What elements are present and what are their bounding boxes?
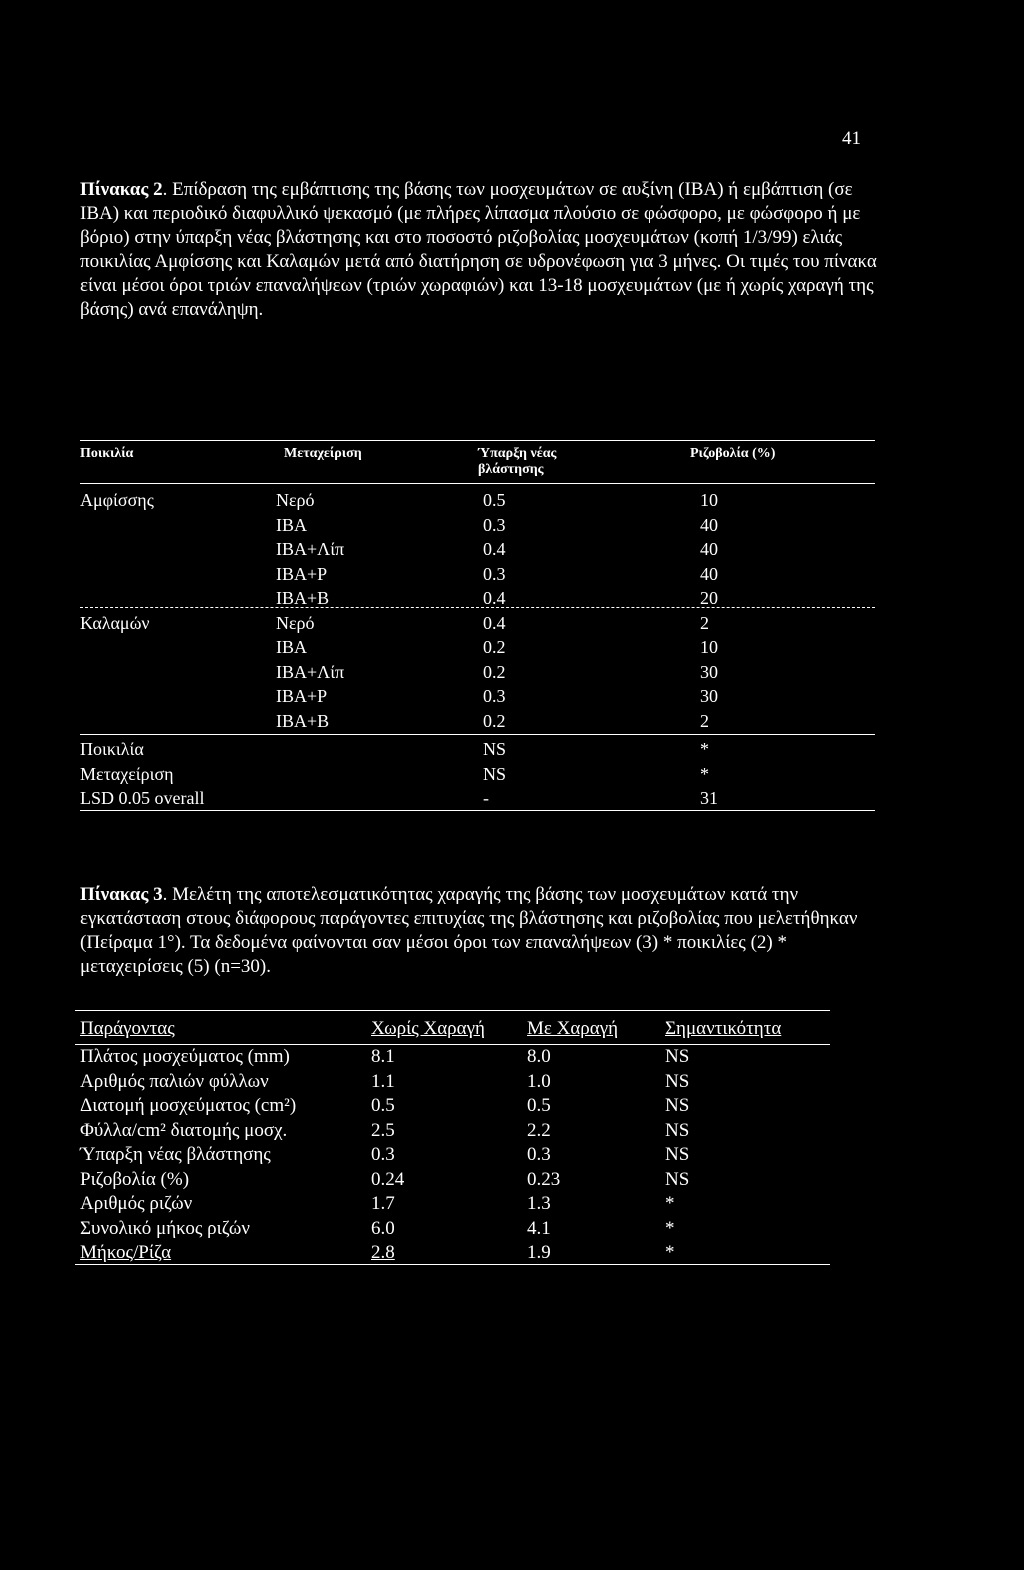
table2-stat-rooting: * xyxy=(700,739,709,759)
table3-factor-cell: Πλάτος μοσχεύματος (mm) xyxy=(80,1046,290,1067)
table3-no-incision-cell: 6.0 xyxy=(371,1217,395,1239)
table2-stat-shoots: NS xyxy=(483,739,507,759)
table3-header-significance: Σημαντικότητα xyxy=(665,1018,782,1039)
table2-treatment-cell: ΙΒΑ+Β xyxy=(276,588,330,608)
table3-header-factor: Παράγοντας xyxy=(80,1018,175,1039)
table2-stats-rule xyxy=(80,734,875,735)
table3 xyxy=(75,1010,830,1570)
table2-rooting-cell: 30 xyxy=(700,661,718,682)
table3-significance-cell: NS xyxy=(665,1119,690,1141)
table3-factor-cell: Αριθμός παλιών φύλλων xyxy=(80,1070,269,1092)
table3-with-incision-cell: 2.2 xyxy=(527,1119,551,1141)
table2-header-rule xyxy=(80,483,875,484)
table2-stat-label: LSD 0.05 overall xyxy=(80,788,205,808)
table2-variety-cell: Αμφίσσης xyxy=(80,490,154,510)
table2-stat-label: Ποικιλία xyxy=(80,739,144,759)
table2-bottom-rule xyxy=(80,810,875,811)
table2-rooting-cell: 10 xyxy=(700,637,718,657)
table3-caption-text: . Μελέτη της αποτελεσματικότητας χαραγής της βάσης των μοσχευμάτων κατά την εγκατάσταση στους διάφορους παράγοντες επιτυχίας της βλάστησης και ριζοβολίας που μελετήθηκαν (Πείραμα 1°). Τα δεδομένα φαίνονται σαν μέσοι όροι των επαναλήψεων (3) * ποικιλίες (2) * μεταχειρίσεις (5) (n=30). xyxy=(80,884,858,977)
table3-factor-cell: Ριζοβολία (%) xyxy=(80,1168,190,1190)
table3-with-incision-cell: 4.1 xyxy=(527,1217,551,1239)
table3-with-incision-cell: 1.9 xyxy=(527,1242,551,1263)
table2-caption xyxy=(80,178,880,322)
table3-factor-cell: Διατομή μοσχεύματος (cm²) xyxy=(80,1095,297,1116)
table3-significance-cell: NS xyxy=(665,1095,690,1116)
table2-rooting-cell: 10 xyxy=(700,490,718,510)
table3-no-incision-cell: 2.5 xyxy=(371,1119,395,1141)
table2-shoots-cell: 0.2 xyxy=(483,637,506,657)
table3-significance-cell: * xyxy=(665,1217,675,1239)
table2-caption-label: Πίνακας 2 xyxy=(80,179,163,200)
table3-with-incision-cell: 0.23 xyxy=(527,1168,561,1190)
table3-no-incision-cell: 0.5 xyxy=(371,1095,395,1116)
table3-factor-cell: Αριθμός ριζών xyxy=(80,1193,193,1214)
table2-shoots-cell: 0.4 xyxy=(483,612,506,633)
table2-treatment-cell: ΙΒΑ+Ρ xyxy=(276,686,328,706)
table2-rooting-cell: 2 xyxy=(700,612,709,633)
table2-rooting-cell: 30 xyxy=(700,686,718,706)
table2-rooting-cell: 2 xyxy=(700,710,709,731)
table2-treatment-cell: ΙΒΑ+Λίπ xyxy=(276,539,345,559)
table2-shoots-cell: 0.3 xyxy=(483,563,506,584)
table2-shoots-cell: 0.4 xyxy=(483,588,506,608)
table3-no-incision-cell: 0.3 xyxy=(371,1144,395,1165)
table2-shoots-cell: 0.3 xyxy=(483,514,506,535)
table2-header-treatment: Μεταχείριση xyxy=(284,446,362,461)
table2-top-rule xyxy=(80,440,875,441)
table2-header-new-shoots: Ύπαρξη νέας βλάστησης xyxy=(478,446,557,477)
table2-rooting-cell: 20 xyxy=(700,588,718,608)
table3-no-incision-cell: 1.1 xyxy=(371,1070,395,1092)
table3-factor-cell: Φύλλα/cm² διατομής μοσχ. xyxy=(80,1119,288,1141)
table2-treatment-cell: ΙΒΑ xyxy=(276,637,307,657)
page-number: 41 xyxy=(842,128,861,149)
table3-significance-cell: * xyxy=(665,1193,675,1214)
table2-treatment-cell: ΙΒΑ+Λίπ xyxy=(276,661,345,682)
table2-rooting-cell: 40 xyxy=(700,539,718,559)
table3-with-incision-cell: 1.3 xyxy=(527,1193,551,1214)
table3-factor-cell: Μήκος/Ρίζα xyxy=(80,1242,172,1263)
table2-rooting-cell: 40 xyxy=(700,514,718,535)
table3-top-rule xyxy=(75,1010,830,1011)
table2-stat-rooting: 31 xyxy=(700,788,718,808)
table3-no-incision-cell: 8.1 xyxy=(371,1046,395,1067)
table2 xyxy=(80,440,875,812)
table2-shoots-cell: 0.5 xyxy=(483,490,506,510)
table2-treatment-cell: Νερό xyxy=(276,490,315,510)
table3-with-incision-cell: 0.5 xyxy=(527,1095,551,1116)
table2-shoots-cell: 0.3 xyxy=(483,686,506,706)
table3-caption-label: Πίνακας 3 xyxy=(80,884,163,905)
table3-with-incision-cell: 8.0 xyxy=(527,1046,551,1067)
table3-significance-cell: NS xyxy=(665,1168,690,1190)
table2-shoots-cell: 0.2 xyxy=(483,661,506,682)
table3-header-no-incision: Χωρίς Χαραγή xyxy=(371,1018,485,1039)
table3-bottom-rule xyxy=(75,1264,830,1265)
table2-shoots-cell: 0.4 xyxy=(483,539,506,559)
table3-factor-cell: Συνολικό μήκος ριζών xyxy=(80,1217,250,1239)
table3-header-with-incision: Με Χαραγή xyxy=(527,1018,619,1039)
table2-stat-shoots: NS xyxy=(483,763,507,784)
table3-no-incision-cell: 1.7 xyxy=(371,1193,395,1214)
table2-shoots-cell: 0.2 xyxy=(483,710,506,731)
table3-with-incision-cell: 0.3 xyxy=(527,1144,551,1165)
table3-factor-cell: Ύπαρξη νέας βλάστησης xyxy=(80,1144,271,1165)
table2-stat-label: Μεταχείριση xyxy=(80,763,174,784)
table2-rooting-cell: 40 xyxy=(700,563,718,584)
table3-caption xyxy=(80,883,870,979)
table2-treatment-cell: Νερό xyxy=(276,612,315,633)
table3-significance-cell: NS xyxy=(665,1046,690,1067)
table2-treatment-cell: ΙΒΑ xyxy=(276,514,307,535)
table3-significance-cell: * xyxy=(665,1242,675,1263)
table2-caption-text: . Επίδραση της εμβάπτισης της βάσης των μοσχευμάτων σε αυξίνη (ΙΒΑ) ή εμβάπτιση (σε ΙΒΑ) και περιοδικό διαφυλλικό ψεκασμό (με πλήρες λίπασμα πλούσιο σε φώσφορο, με φώσφορο ή με βόριο) στην ύπαρξη νέας βλάστησης και στο ποσοστό ριζοβολίας μοσχευμάτων (κοπή 1/3/99) ελιάς ποικιλίας Αμφίσσης και Καλαμών μετά από διατήρηση σε υδρονέφωση για 3 μήνες. Οι τιμές του πίνακα είναι μέσοι όροι τριών επαναλήψεων (τριών χωραφιών) και 13-18 μοσχευμάτων (με ή χωρίς χαραγή της βάσης) ανά επανάληψη. xyxy=(80,179,877,320)
table3-significance-cell: NS xyxy=(665,1144,690,1165)
table2-variety-divider xyxy=(80,607,875,608)
table2-stat-shoots: - xyxy=(483,788,489,808)
table3-with-incision-cell: 1.0 xyxy=(527,1070,551,1092)
table2-stat-rooting: * xyxy=(700,763,709,784)
table3-no-incision-cell: 2.8 xyxy=(371,1242,395,1263)
table3-no-incision-cell: 0.24 xyxy=(371,1168,405,1190)
table2-header-rooting: Ριζοβολία (%) xyxy=(690,446,776,461)
table2-header-variety: Ποικιλία xyxy=(80,446,134,461)
table2-treatment-cell: ΙΒΑ+Ρ xyxy=(276,563,328,584)
table2-variety-cell: Καλαμών xyxy=(80,612,150,633)
table3-significance-cell: NS xyxy=(665,1070,690,1092)
table2-treatment-cell: ΙΒΑ+Β xyxy=(276,710,330,731)
